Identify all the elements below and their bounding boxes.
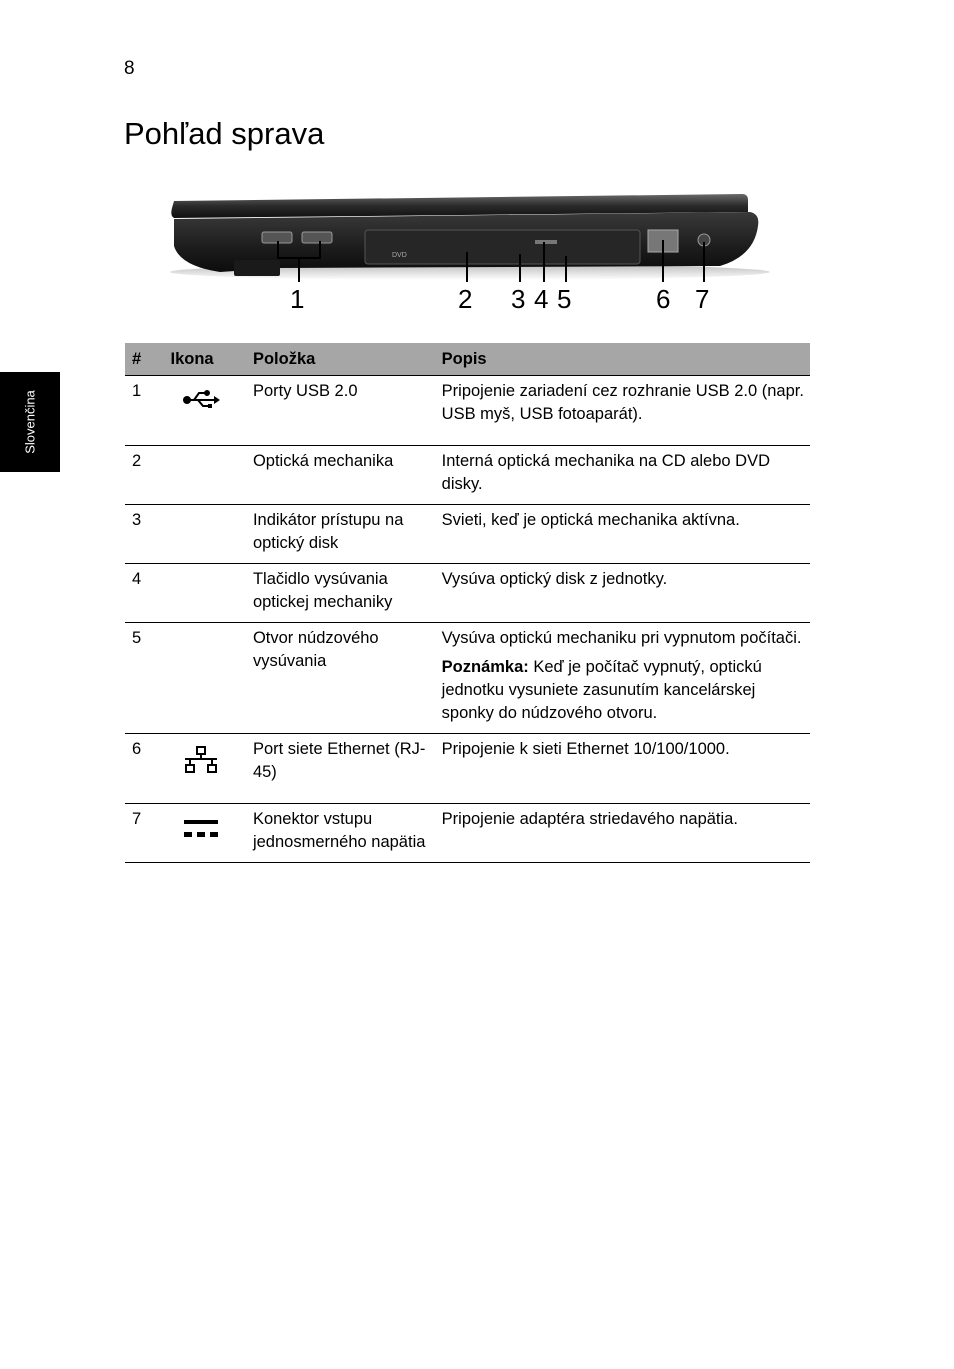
- header-description: Popis: [442, 343, 810, 376]
- usb-port-b: [302, 232, 332, 243]
- ethernet-icon: [182, 746, 222, 776]
- row-description: Svieti, keď je optická mechanika aktívna.: [442, 505, 810, 564]
- row-description: Vysúva optický disk z jednotky.: [442, 564, 810, 623]
- callout-4: 4: [534, 284, 549, 314]
- table-row: [125, 376, 810, 446]
- row-item: Konektor vstupu jednosmerného napätia: [253, 804, 442, 863]
- language-side-tab: [0, 372, 60, 472]
- row-description: Vysúva optickú mechaniku pri vypnutom počítači.: [441, 629, 802, 647]
- ports-table: [125, 343, 810, 863]
- callout-7: 7: [695, 284, 710, 314]
- header-number: #: [125, 343, 170, 376]
- row-number: 6: [125, 734, 170, 804]
- row-description: Pripojenie adaptéra striedavého napätia.: [442, 804, 810, 863]
- row-description: Pripojenie zariadení cez rozhranie USB 2.0 (napr. USB myš, USB fotoaparát).: [442, 376, 810, 446]
- callout-2: 2: [458, 284, 473, 314]
- table-row: [125, 804, 810, 863]
- header-item: Položka: [253, 343, 442, 376]
- dc-in-icon: [182, 816, 222, 842]
- callout-6: 6: [656, 284, 671, 314]
- row-item: Tlačidlo vysúvania optickej mechaniky: [253, 564, 442, 623]
- row-description: Interná optická mechanika na CD alebo DVD disky.: [442, 446, 810, 505]
- row-icon-cell: [170, 505, 252, 564]
- header-icon: Ikona: [170, 343, 252, 376]
- row-description: Pripojenie k sieti Ethernet 10/100/1000.: [442, 734, 810, 804]
- laptop-foot: [234, 260, 280, 276]
- note-label: Poznámka:: [441, 658, 529, 676]
- row-icon-cell: [170, 446, 252, 505]
- note-paragraph: [442, 656, 810, 725]
- drive-logo: DVD: [392, 252, 407, 259]
- table-row: [125, 564, 810, 623]
- note-text: Keď je počítač vypnutý, optickú jednotku vysuniete zasunutím kancelárskej sponky do núdzového otvoru.: [441, 658, 762, 722]
- table-row: [125, 505, 810, 564]
- row-icon-cell: [170, 734, 252, 804]
- row-description-cell: [442, 623, 810, 734]
- callout-1: 1: [290, 284, 305, 314]
- eject-button-shape: [535, 240, 557, 244]
- callout-3: 3: [511, 284, 526, 314]
- row-number: 1: [125, 376, 170, 446]
- page-title: Pohľad sprava: [124, 116, 325, 151]
- table-row: [125, 446, 810, 505]
- table-row: [125, 623, 810, 734]
- row-item: Indikátor prístupu na optický disk: [253, 505, 442, 564]
- table-row: [125, 734, 810, 804]
- usb-icon: [182, 388, 222, 410]
- row-item: Optická mechanika: [253, 446, 442, 505]
- row-number: 5: [125, 623, 170, 734]
- table-header-row: [125, 343, 810, 376]
- side-tab-label: Slovenčina: [22, 390, 38, 454]
- callout-5: 5: [557, 284, 572, 314]
- row-number: 2: [125, 446, 170, 505]
- row-icon-cell: [170, 804, 252, 863]
- row-item: Porty USB 2.0: [253, 376, 442, 446]
- row-number: 7: [125, 804, 170, 863]
- row-item: Port siete Ethernet (RJ-45): [253, 734, 442, 804]
- row-icon-cell: [170, 623, 252, 734]
- row-icon-cell: [170, 564, 252, 623]
- row-number: 3: [125, 505, 170, 564]
- row-icon-cell: [170, 376, 252, 446]
- row-item: Otvor núdzového vysúvania: [253, 623, 442, 734]
- row-number: 4: [125, 564, 170, 623]
- page-number: 8: [124, 58, 135, 79]
